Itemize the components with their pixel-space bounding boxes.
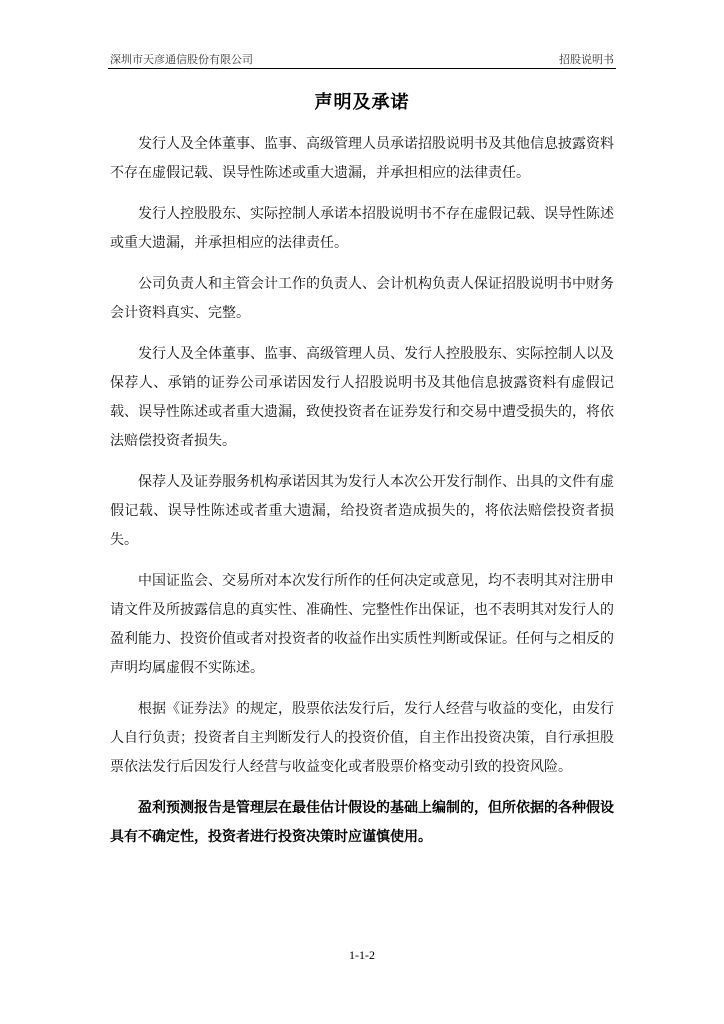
paragraph-5: 保荐人及证券服务机构承诺因其为发行人本次公开发行制作、出具的文件有虚假记载、误导性陈述或者重大遗漏，给投资者造成损失的，将依法赔偿投资者损失。: [110, 474, 614, 548]
profit-forecast-notice: 盈利预测报告是管理层在最佳估计假设的基础上编制的，但所依据的各种假设具有不确定性，投资者进行投资决策时应谨慎使用。: [110, 800, 614, 845]
paragraph-4: 发行人及全体董事、监事、高级管理人员、发行人控股股东、实际控制人以及保荐人、承销的证券公司承诺因发行人招股说明书及其他信息披露资料有虚假记载、误导性陈述或者重大遗漏，致使投资者在证券发行和交易中遭受损失的，将依法赔偿投资者损失。: [110, 346, 614, 449]
page-header: [108, 50, 616, 69]
paragraph-3: 公司负责人和主管会计工作的负责人、会计机构负责人保证招股说明书中财务会计资料真实、完整。: [110, 276, 614, 321]
document-body: [110, 130, 614, 864]
header-document-type: 招股说明书: [559, 53, 614, 66]
page-number: 1-1-2: [349, 948, 375, 962]
paragraph-6: 中国证监会、交易所对本次发行所作的任何决定或意见，均不表明其对注册申请文件及所披露信息的真实性、准确性、完整性作出保证，也不表明其对发行人的盈利能力、投资价值或者对投资者的收益作出实质性判断或保证。任何与之相反的声明均属虚假不实陈述。: [110, 573, 614, 676]
paragraph-2: 发行人控股股东、实际控制人承诺本招股说明书不存在虚假记载、误导性陈述或重大遗漏，并承担相应的法律责任。: [110, 206, 614, 251]
header-company-name: 深圳市天彦通信股份有限公司: [110, 53, 253, 66]
paragraph-7: 根据《证券法》的规定，股票依法发行后，发行人经营与收益的变化，由发行人自行负责；投资者自主判断发行人的投资价值，自主作出投资决策，自行承担股票依法发行后因发行人经营与收益变化或者股票价格变动引致的投资风险。: [110, 701, 614, 775]
paragraph-1: 发行人及全体董事、监事、高级管理人员承诺招股说明书及其他信息披露资料不存在虚假记载、误导性陈述或重大遗漏，并承担相应的法律责任。: [110, 136, 614, 181]
page-title: 声明及承诺: [314, 92, 410, 113]
